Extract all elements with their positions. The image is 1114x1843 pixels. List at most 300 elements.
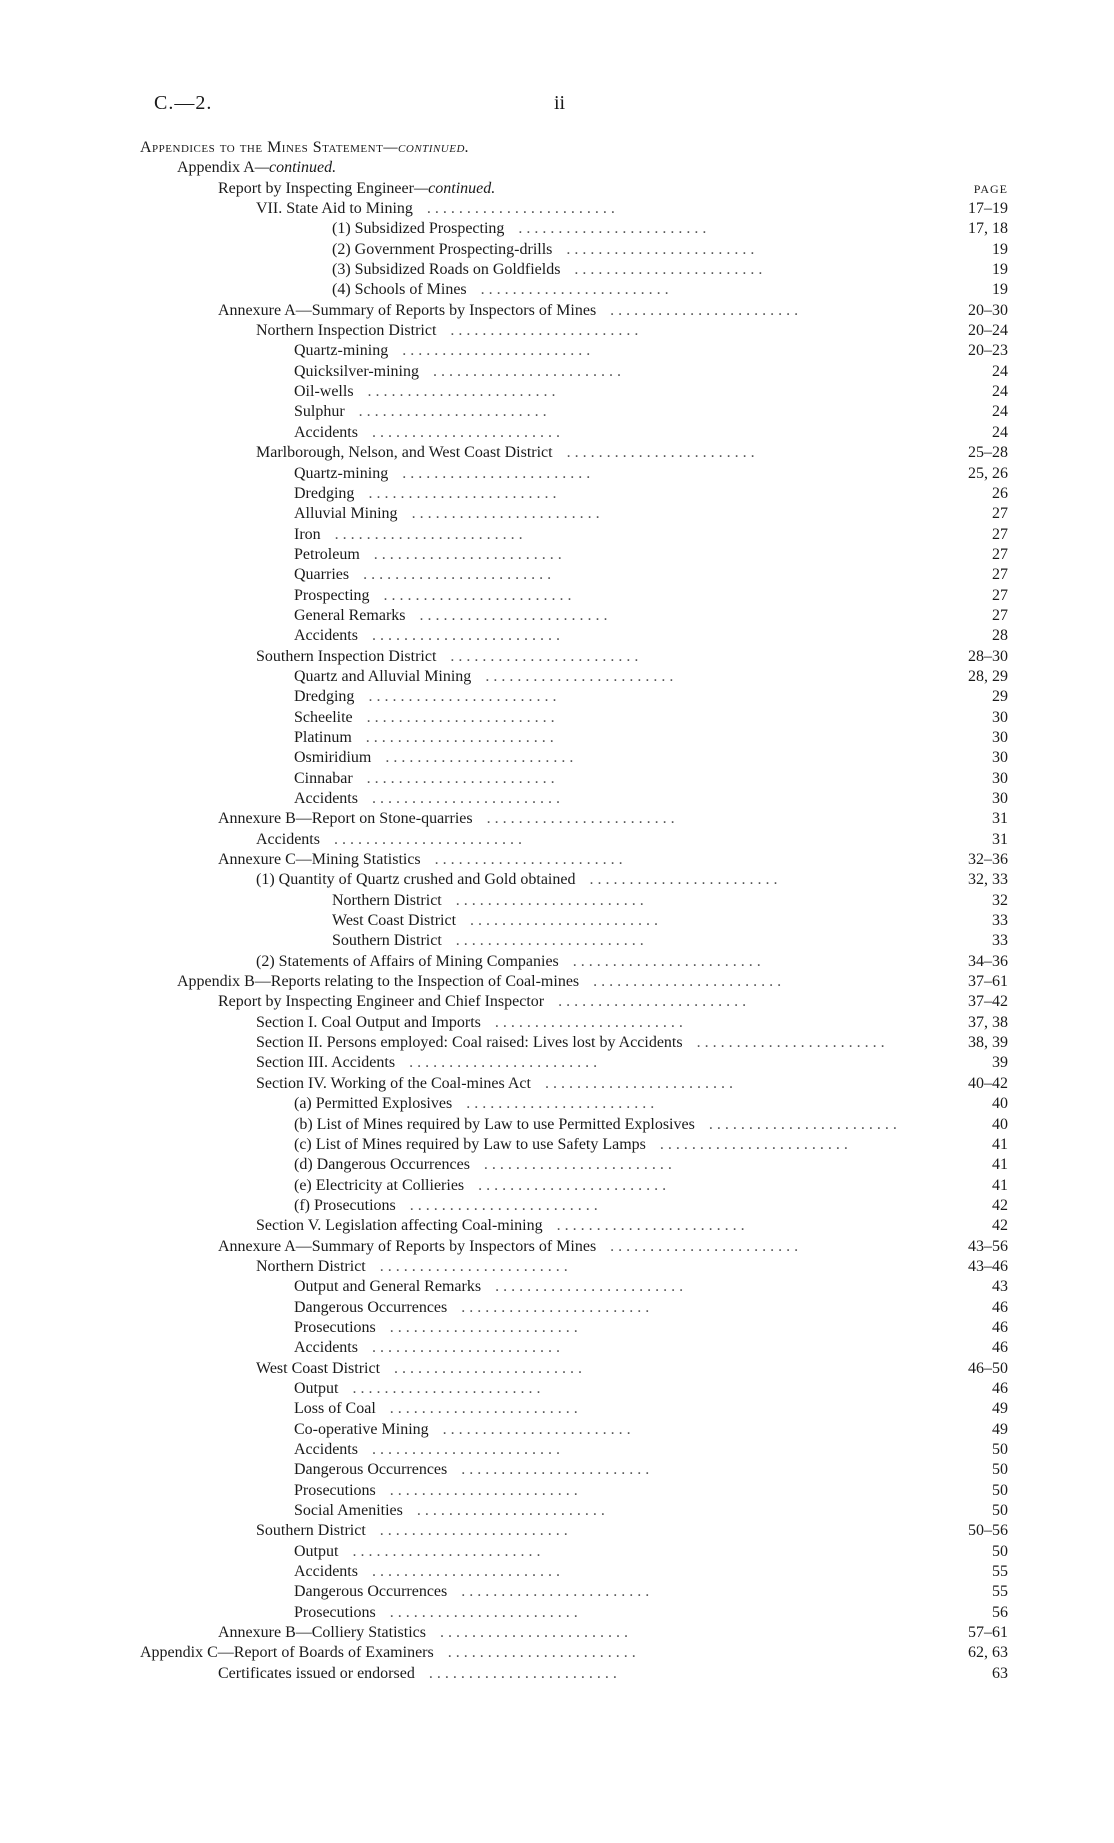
toc-entry-page: 27 bbox=[992, 505, 1008, 523]
toc-entry-page: 38, 39 bbox=[968, 1034, 1008, 1052]
leader-dots: . . . . . . . . . . . . . . . . . . . . . . . . bbox=[416, 1502, 605, 1520]
leader-dots: . . . . . . . . . . . . . . . . . . . . . . . . bbox=[495, 1278, 684, 1296]
toc-entry-text: Prospecting bbox=[294, 586, 370, 604]
toc-entry-text: Output bbox=[294, 1542, 339, 1560]
toc-entry-title bbox=[218, 809, 473, 829]
toc-entry bbox=[0, 1155, 1114, 1175]
toc-entry bbox=[0, 1216, 1114, 1236]
toc-entry-suffix: —continued. bbox=[254, 159, 337, 177]
toc-entry bbox=[0, 1420, 1114, 1440]
toc-entry bbox=[0, 1196, 1114, 1216]
leader-dots: . . . . . . . . . . . . . . . . . . . . . . . . bbox=[486, 810, 675, 828]
toc-entry bbox=[0, 769, 1114, 789]
leader-dots: . . . . . . . . . . . . . . . . . . . . . . . . bbox=[593, 973, 782, 991]
toc-entry-text: Accidents bbox=[294, 627, 358, 645]
leader-dots: . . . . . . . . . . . . . . . . . . . . . . . . bbox=[558, 993, 747, 1011]
toc-entry-page: 33 bbox=[992, 912, 1008, 930]
toc-entry-page: 31 bbox=[992, 810, 1008, 828]
toc-entry bbox=[0, 1643, 1114, 1663]
leader-dots: . . . . . . . . . . . . . . . . . . . . . . . . bbox=[389, 1318, 578, 1336]
leader-dots: . . . . . . . . . . . . . . . . . . . . . . . . bbox=[442, 1420, 631, 1438]
toc-entry-title bbox=[140, 138, 469, 158]
toc-entry-text: Prosecutions bbox=[294, 1603, 376, 1621]
toc-entry-title bbox=[218, 1664, 415, 1684]
toc-entry-page: 37–61 bbox=[968, 973, 1008, 991]
toc-entry bbox=[0, 179, 1114, 199]
leader-dots: . . . . . . . . . . . . . . . . . . . . . . . . bbox=[556, 1217, 745, 1235]
toc-entry-title bbox=[294, 1460, 447, 1480]
toc-entry bbox=[0, 423, 1114, 443]
toc-entry-text: Annexure C—Mining Statistics bbox=[218, 851, 421, 869]
toc-entry-text: Annexure A—Summary of Reports by Inspectors of Mines bbox=[218, 1237, 597, 1255]
toc-entry bbox=[0, 1501, 1114, 1521]
toc-entry-title bbox=[294, 626, 358, 646]
leader-dots: . . . . . . . . . . . . . . . . . . . . . . . . bbox=[461, 1461, 650, 1479]
toc-entry-page: 25–28 bbox=[968, 444, 1008, 462]
toc-entry-text: Dangerous Occurrences bbox=[294, 1461, 448, 1479]
toc-entry-page: 30 bbox=[992, 708, 1008, 726]
toc-entry-title bbox=[294, 1501, 403, 1521]
toc-entry-page: 27 bbox=[992, 586, 1008, 604]
leader-dots: . . . . . . . . . . . . . . . . . . . . . . . . bbox=[371, 627, 560, 645]
toc-entry-title bbox=[256, 870, 575, 890]
toc-entry-page: 43 bbox=[992, 1278, 1008, 1296]
toc-entry-page: 41 bbox=[992, 1135, 1008, 1153]
leader-dots: . . . . . . . . . . . . . . . . . . . . . . . . bbox=[371, 423, 560, 441]
toc-entry bbox=[0, 341, 1114, 361]
toc-entry-page: 49 bbox=[992, 1400, 1008, 1418]
leader-dots: . . . . . . . . . . . . . . . . . . . . . . . . bbox=[566, 444, 755, 462]
toc-entry-text: Quicksilver-mining bbox=[294, 362, 419, 380]
toc-entry-text: Scheelite bbox=[294, 708, 353, 726]
toc-entry-title bbox=[294, 382, 354, 402]
toc-entry bbox=[0, 870, 1114, 890]
toc-entry-text: Appendices to the Mines Statement bbox=[140, 139, 384, 156]
toc-entry bbox=[0, 1460, 1114, 1480]
toc-entry-page: 32, 33 bbox=[968, 871, 1008, 889]
toc-entry bbox=[0, 280, 1114, 300]
toc-entry-text: Quarries bbox=[294, 566, 350, 584]
toc-entry-page: 40 bbox=[992, 1115, 1008, 1133]
toc-entry-title bbox=[294, 362, 419, 382]
leader-dots: . . . . . . . . . . . . . . . . . . . . . . . . bbox=[572, 952, 761, 970]
leader-dots: . . . . . . . . . . . . . . . . . . . . . . . . bbox=[383, 586, 572, 604]
leader-dots: . . . . . . . . . . . . . . . . . . . . . . . . bbox=[379, 1522, 568, 1540]
leader-dots: . . . . . . . . . . . . . . . . . . . . . . . . bbox=[394, 1359, 583, 1377]
toc-entry-title bbox=[294, 667, 471, 687]
toc-entry-title bbox=[332, 891, 442, 911]
toc-entry bbox=[0, 525, 1114, 545]
page-header bbox=[154, 92, 984, 118]
toc-entry-text: Southern District bbox=[256, 1522, 366, 1540]
toc-entry-page: 30 bbox=[992, 749, 1008, 767]
toc-entry bbox=[0, 1521, 1114, 1541]
toc-entry-page: 27 bbox=[992, 525, 1008, 543]
toc-entry-text: Dredging bbox=[294, 484, 355, 502]
toc-entry bbox=[0, 1338, 1114, 1358]
leader-dots: . . . . . . . . . . . . . . . . . . . . . . . . bbox=[480, 281, 669, 299]
toc-entry-title bbox=[294, 1562, 358, 1582]
toc-entry-text: Dangerous Occurrences bbox=[294, 1298, 448, 1316]
toc-entry-page: 42 bbox=[992, 1196, 1008, 1214]
toc-entry-text: Report by Inspecting Engineer and Chief Inspector bbox=[218, 993, 545, 1011]
toc-entry-title bbox=[256, 1216, 543, 1236]
toc-entry bbox=[0, 1359, 1114, 1379]
leader-dots: . . . . . . . . . . . . . . . . . . . . . . . . bbox=[461, 1583, 650, 1601]
leader-dots: . . . . . . . . . . . . . . . . . . . . . . . . bbox=[366, 769, 555, 787]
toc-entry bbox=[0, 1277, 1114, 1297]
toc-entry-title bbox=[332, 240, 552, 260]
toc-entry-page: 50 bbox=[992, 1481, 1008, 1499]
toc-entry-text: Co-operative Mining bbox=[294, 1420, 429, 1438]
toc-entry-page: 46–50 bbox=[968, 1359, 1008, 1377]
toc-entry-title bbox=[294, 402, 345, 422]
leader-dots: . . . . . . . . . . . . . . . . . . . . . . . . bbox=[366, 708, 555, 726]
toc-entry-title bbox=[294, 1115, 695, 1135]
leader-dots: . . . . . . . . . . . . . . . . . . . . . . . . bbox=[434, 851, 623, 869]
toc-entry-title bbox=[256, 1257, 366, 1277]
toc-entry-title bbox=[294, 728, 352, 748]
toc-entry-text: Certificates issued or endorsed bbox=[218, 1664, 415, 1682]
leader-dots: . . . . . . . . . . . . . . . . . . . . . . . . bbox=[439, 1624, 628, 1642]
leader-dots: . . . . . . . . . . . . . . . . . . . . . . . . bbox=[352, 1542, 541, 1560]
toc-entry-text: Northern Inspection District bbox=[256, 322, 437, 340]
toc-entry-page: 39 bbox=[992, 1054, 1008, 1072]
toc-entry-title bbox=[140, 1643, 434, 1663]
toc-entry bbox=[0, 1399, 1114, 1419]
toc-entry-page: 29 bbox=[992, 688, 1008, 706]
toc-entry-title bbox=[294, 1379, 338, 1399]
toc-entry-page: 46 bbox=[992, 1379, 1008, 1397]
leader-dots: . . . . . . . . . . . . . . . . . . . . . . . . bbox=[544, 1074, 733, 1092]
toc-entry-text: Dredging bbox=[294, 688, 355, 706]
toc-entry-page: 17–19 bbox=[968, 200, 1008, 218]
toc-entry bbox=[0, 728, 1114, 748]
toc-entry-text: Alluvial Mining bbox=[294, 505, 398, 523]
toc-entry-page: 28–30 bbox=[968, 647, 1008, 665]
toc-entry-page: 27 bbox=[992, 566, 1008, 584]
toc-entry bbox=[0, 1603, 1114, 1623]
toc-entry-title bbox=[294, 341, 388, 361]
leader-dots: . . . . . . . . . . . . . . . . . . . . . . . . bbox=[385, 749, 574, 767]
toc-entry-text: Cinnabar bbox=[294, 769, 353, 787]
toc-entry bbox=[0, 1481, 1114, 1501]
toc-entry-page: 24 bbox=[992, 383, 1008, 401]
toc-entry-page: 50 bbox=[992, 1461, 1008, 1479]
toc-entry-title bbox=[256, 1359, 380, 1379]
toc-entry-page: 31 bbox=[992, 830, 1008, 848]
leader-dots: . . . . . . . . . . . . . . . . . . . . . . . . bbox=[352, 1379, 541, 1397]
toc-entry-page: 24 bbox=[992, 403, 1008, 421]
toc-entry bbox=[0, 708, 1114, 728]
toc-entry-title bbox=[256, 199, 413, 219]
leader-dots: . . . . . . . . . . . . . . . . . . . . . . . . bbox=[371, 1563, 560, 1581]
toc-entry-title bbox=[294, 525, 321, 545]
toc-entry-page: 32–36 bbox=[968, 851, 1008, 869]
toc-entry-title bbox=[294, 1196, 396, 1216]
toc-entry bbox=[0, 1176, 1114, 1196]
toc-entry bbox=[0, 402, 1114, 422]
leader-dots: . . . . . . . . . . . . . . . . . . . . . . . . bbox=[389, 1481, 578, 1499]
toc-entry-text: (4) Schools of Mines bbox=[332, 281, 467, 299]
toc-entry bbox=[0, 1053, 1114, 1073]
toc-entry-page: 50 bbox=[992, 1542, 1008, 1560]
toc-entry-title bbox=[294, 565, 349, 585]
leader-dots: . . . . . . . . . . . . . . . . . . . . . . . . bbox=[363, 566, 552, 584]
toc-entry-text: Petroleum bbox=[294, 545, 360, 563]
toc-entry-page: 20–30 bbox=[968, 301, 1008, 319]
toc-entry-page: 40–42 bbox=[968, 1074, 1008, 1092]
toc-entry-page: 43–46 bbox=[968, 1257, 1008, 1275]
toc-entry-text: Accidents bbox=[294, 790, 358, 807]
toc-entry-text: Prosecutions bbox=[294, 1481, 376, 1499]
toc-entry-title bbox=[294, 1277, 481, 1297]
toc-entry bbox=[0, 240, 1114, 260]
toc-entry-text: (2) Statements of Affairs of Mining Companies bbox=[256, 952, 559, 970]
toc-entry-title bbox=[177, 158, 336, 178]
toc-entry-text: Dangerous Occurrences bbox=[294, 1583, 448, 1601]
leader-dots: . . . . . . . . . . . . . . . . . . . . . . . . bbox=[470, 912, 659, 930]
toc-entry-title bbox=[294, 1338, 358, 1358]
toc-entry-text: Northern District bbox=[332, 891, 442, 909]
toc-entry bbox=[0, 850, 1114, 870]
toc-entry-page: 40 bbox=[992, 1095, 1008, 1113]
toc-entry-title bbox=[294, 1155, 470, 1175]
leader-dots: . . . . . . . . . . . . . . . . . . . . . . . . bbox=[379, 1257, 568, 1275]
toc-entry-title bbox=[294, 606, 406, 626]
toc-entry bbox=[0, 1562, 1114, 1582]
toc-entry bbox=[0, 260, 1114, 280]
toc-entry-text: Quartz-mining bbox=[294, 342, 389, 360]
leader-dots: . . . . . . . . . . . . . . . . . . . . . . . . bbox=[466, 1095, 655, 1113]
toc-entry-title bbox=[294, 1440, 358, 1460]
toc-entry-title bbox=[256, 1074, 531, 1094]
toc-entry-text: Prosecutions bbox=[294, 1318, 376, 1336]
toc-entry bbox=[0, 1664, 1114, 1684]
toc-entry-page: 28, 29 bbox=[968, 667, 1008, 685]
toc-entry-page: 56 bbox=[992, 1603, 1008, 1621]
toc-entry-title bbox=[294, 464, 388, 484]
leader-dots: . . . . . . . . . . . . . . . . . . . . . . . . bbox=[411, 505, 600, 523]
toc-entry-text: Quartz-mining bbox=[294, 464, 389, 482]
toc-entry-page: 27 bbox=[992, 606, 1008, 624]
toc-entry bbox=[0, 586, 1114, 606]
toc-entry-title bbox=[256, 1053, 395, 1073]
toc-entry-page: 24 bbox=[992, 423, 1008, 441]
toc-entry-text: (b) List of Mines required by Law to use Permitted Explosives bbox=[294, 1115, 695, 1133]
toc-entry-title bbox=[294, 748, 371, 768]
toc-entry-page: 49 bbox=[992, 1420, 1008, 1438]
leader-dots: . . . . . . . . . . . . . . . . . . . . . . . . bbox=[589, 871, 778, 889]
toc-entry-page: 50 bbox=[992, 1441, 1008, 1458]
leader-dots: . . . . . . . . . . . . . . . . . . . . . . . . bbox=[518, 220, 707, 238]
leader-dots: . . . . . . . . . . . . . . . . . . . . . . . . bbox=[610, 301, 799, 319]
toc-entry bbox=[0, 891, 1114, 911]
toc-entry-text: (a) Permitted Explosives bbox=[294, 1095, 453, 1113]
toc-entry-title bbox=[294, 1135, 646, 1155]
toc-entry-page: 32 bbox=[992, 891, 1008, 909]
toc-entry-page: 30 bbox=[992, 790, 1008, 807]
toc-entry-title bbox=[294, 1399, 376, 1419]
toc-entry bbox=[0, 1623, 1114, 1643]
toc-entry bbox=[0, 1318, 1114, 1338]
toc-entry-text: (3) Subsidized Roads on Goldfields bbox=[332, 261, 561, 279]
toc-entry bbox=[0, 1135, 1114, 1155]
toc-entry-title bbox=[332, 260, 560, 280]
toc-entry-title bbox=[294, 1542, 338, 1562]
leader-dots: . . . . . . . . . . . . . . . . . . . . . . . . bbox=[333, 830, 522, 848]
toc-entry bbox=[0, 1033, 1114, 1053]
toc-entry-text: (1) Quantity of Quartz crushed and Gold obtained bbox=[256, 871, 576, 889]
toc-entry bbox=[0, 545, 1114, 565]
toc-entry-text: (d) Dangerous Occurrences bbox=[294, 1156, 470, 1174]
toc-entry-page: 37–42 bbox=[968, 993, 1008, 1011]
leader-dots: . . . . . . . . . . . . . . . . . . . . . . . . bbox=[428, 1664, 617, 1682]
toc-entry-title bbox=[256, 830, 320, 850]
leader-dots: . . . . . . . . . . . . . . . . . . . . . . . . bbox=[450, 647, 639, 665]
toc-entry-title bbox=[218, 850, 421, 870]
leader-dots: . . . . . . . . . . . . . . . . . . . . . . . . bbox=[494, 1013, 683, 1031]
leader-dots: . . . . . . . . . . . . . . . . . . . . . . . . bbox=[402, 342, 591, 360]
toc-entry-title bbox=[294, 1420, 429, 1440]
toc-entry-page: 27 bbox=[992, 545, 1008, 563]
toc-entry-title bbox=[218, 1237, 596, 1257]
leader-dots: . . . . . . . . . . . . . . . . . . . . . . . . bbox=[455, 891, 644, 909]
toc-entry-title bbox=[294, 545, 360, 565]
leader-dots: . . . . . . . . . . . . . . . . . . . . . . . . bbox=[708, 1115, 897, 1133]
leader-dots: . . . . . . . . . . . . . . . . . . . . . . . . bbox=[368, 688, 557, 706]
toc-entry bbox=[0, 301, 1114, 321]
toc-entry-page: 37, 38 bbox=[968, 1013, 1008, 1031]
toc-entry-page: 17, 18 bbox=[968, 220, 1008, 238]
toc-entry bbox=[0, 362, 1114, 382]
toc-entry-title bbox=[332, 931, 442, 951]
toc-entry-title bbox=[256, 1013, 481, 1033]
leader-dots: . . . . . . . . . . . . . . . . . . . . . . . . bbox=[610, 1237, 799, 1255]
toc-entry-text: Report by Inspecting Engineer bbox=[218, 179, 414, 197]
leader-dots: . . . . . . . . . . . . . . . . . . . . . . . . bbox=[402, 464, 591, 482]
toc-entry bbox=[0, 1542, 1114, 1562]
toc-entry bbox=[0, 443, 1114, 463]
toc-entry-text: Annexure B—Colliery Statistics bbox=[218, 1624, 426, 1642]
toc-entry-page: 57–61 bbox=[968, 1624, 1008, 1642]
toc-entry-text: Output and General Remarks bbox=[294, 1278, 482, 1296]
toc-entry bbox=[0, 667, 1114, 687]
toc-entry-text: Section II. Persons employed: Coal raised: Lives lost by Accidents bbox=[256, 1034, 683, 1052]
leader-dots: . . . . . . . . . . . . . . . . . . . . . . . . bbox=[371, 1441, 560, 1458]
toc-entry-text: West Coast District bbox=[332, 912, 457, 930]
toc-entry-page: 24 bbox=[992, 362, 1008, 380]
toc-entry bbox=[0, 138, 1114, 158]
toc-entry-title bbox=[294, 484, 354, 504]
toc-entry bbox=[0, 1094, 1114, 1114]
toc-entry-title bbox=[256, 1521, 366, 1541]
toc-entry-title bbox=[332, 219, 504, 239]
toc-entry-title bbox=[218, 179, 495, 199]
leader-dots: . . . . . . . . . . . . . . . . . . . . . . . . bbox=[371, 1339, 560, 1357]
toc-entry-title bbox=[177, 972, 579, 992]
toc-entry-text: Appendix C—Report of Boards of Examiners bbox=[140, 1644, 434, 1662]
toc-entry-title bbox=[294, 1603, 376, 1623]
toc-entry-page: 43–56 bbox=[968, 1237, 1008, 1255]
toc-entry-text: Annexure A—Summary of Reports by Inspectors of Mines bbox=[218, 301, 597, 319]
toc-entry-page: 55 bbox=[992, 1583, 1008, 1601]
toc-entry-text: (1) Subsidized Prospecting bbox=[332, 220, 505, 238]
toc-entry-title bbox=[256, 647, 436, 667]
leader-dots: . . . . . . . . . . . . . . . . . . . . . . . . bbox=[478, 1176, 667, 1194]
toc-entry-page: 46 bbox=[992, 1318, 1008, 1336]
toc-entry-title bbox=[256, 952, 559, 972]
toc-entry-text: Accidents bbox=[294, 423, 358, 441]
leader-dots: . . . . . . . . . . . . . . . . . . . . . . . . bbox=[450, 322, 639, 340]
toc-entry-text: West Coast District bbox=[256, 1359, 381, 1377]
leader-dots: . . . . . . . . . . . . . . . . . . . . . . . . bbox=[334, 525, 523, 543]
toc-entry-text: Section I. Coal Output and Imports bbox=[256, 1013, 481, 1031]
leader-dots: . . . . . . . . . . . . . . . . . . . . . . . . bbox=[365, 728, 554, 746]
toc-entry-text: (e) Electricity at Collieries bbox=[294, 1176, 465, 1194]
leader-dots: . . . . . . . . . . . . . . . . . . . . . . . . bbox=[358, 403, 547, 421]
toc-entry-title bbox=[294, 1481, 376, 1501]
toc-entry bbox=[0, 504, 1114, 524]
toc-entry-title bbox=[294, 789, 358, 809]
toc-entry-text: Southern District bbox=[332, 932, 442, 950]
leader-dots: . . . . . . . . . . . . . . . . . . . . . . . . bbox=[368, 484, 557, 502]
toc-entry bbox=[0, 830, 1114, 850]
toc-entry-text: Southern Inspection District bbox=[256, 647, 437, 665]
toc-entry bbox=[0, 972, 1114, 992]
toc-entry-title bbox=[294, 423, 358, 443]
toc-entry bbox=[0, 464, 1114, 484]
leader-dots: . . . . . . . . . . . . . . . . . . . . . . . . bbox=[371, 790, 560, 807]
toc-entry-page: 19 bbox=[992, 240, 1008, 258]
page-column-heading: PAGE bbox=[973, 181, 1008, 196]
toc-entry-text: Iron bbox=[294, 525, 321, 543]
toc-entry-page: 30 bbox=[992, 769, 1008, 787]
toc-entry-page: 25, 26 bbox=[968, 464, 1008, 482]
leader-dots: . . . . . . . . . . . . . . . . . . . . . . . . bbox=[566, 240, 755, 258]
toc-entry bbox=[0, 1379, 1114, 1399]
leader-dots: . . . . . . . . . . . . . . . . . . . . . . . . bbox=[447, 1644, 636, 1662]
toc-entry-text: Northern District bbox=[256, 1257, 366, 1275]
toc-entry bbox=[0, 219, 1114, 239]
toc-entry-text: Osmiridium bbox=[294, 749, 372, 767]
toc-entry-title bbox=[294, 769, 353, 789]
leader-dots: . . . . . . . . . . . . . . . . . . . . . . . . bbox=[483, 1156, 672, 1174]
toc-entry-text: (c) List of Mines required by Law to use Safety Lamps bbox=[294, 1135, 646, 1153]
table-of-contents bbox=[0, 138, 1114, 1684]
toc-entry-title bbox=[294, 1582, 447, 1602]
toc-entry bbox=[0, 626, 1114, 646]
toc-entry-page: 33 bbox=[992, 932, 1008, 950]
toc-entry-text: Section IV. Working of the Coal-mines Act bbox=[256, 1074, 531, 1092]
toc-entry-text: Accidents bbox=[294, 1339, 358, 1357]
toc-entry-text: (2) Government Prospecting-drills bbox=[332, 240, 553, 258]
toc-entry-text: Platinum bbox=[294, 728, 352, 746]
toc-entry bbox=[0, 1298, 1114, 1318]
toc-entry bbox=[0, 687, 1114, 707]
toc-entry-title bbox=[332, 911, 456, 931]
toc-entry bbox=[0, 911, 1114, 931]
leader-dots: . . . . . . . . . . . . . . . . . . . . . . . . bbox=[574, 261, 763, 279]
toc-entry bbox=[0, 1440, 1114, 1460]
toc-entry-text: Loss of Coal bbox=[294, 1400, 376, 1418]
toc-entry-page: 28 bbox=[992, 627, 1008, 645]
toc-entry-text: Appendix B—Reports relating to the Inspection of Coal-mines bbox=[177, 973, 580, 991]
toc-entry-page: 63 bbox=[992, 1664, 1008, 1682]
toc-entry-text: Section V. Legislation affecting Coal-mining bbox=[256, 1217, 543, 1235]
leader-dots: . . . . . . . . . . . . . . . . . . . . . . . . bbox=[659, 1135, 848, 1153]
document-reference: C.—2. bbox=[154, 92, 213, 114]
